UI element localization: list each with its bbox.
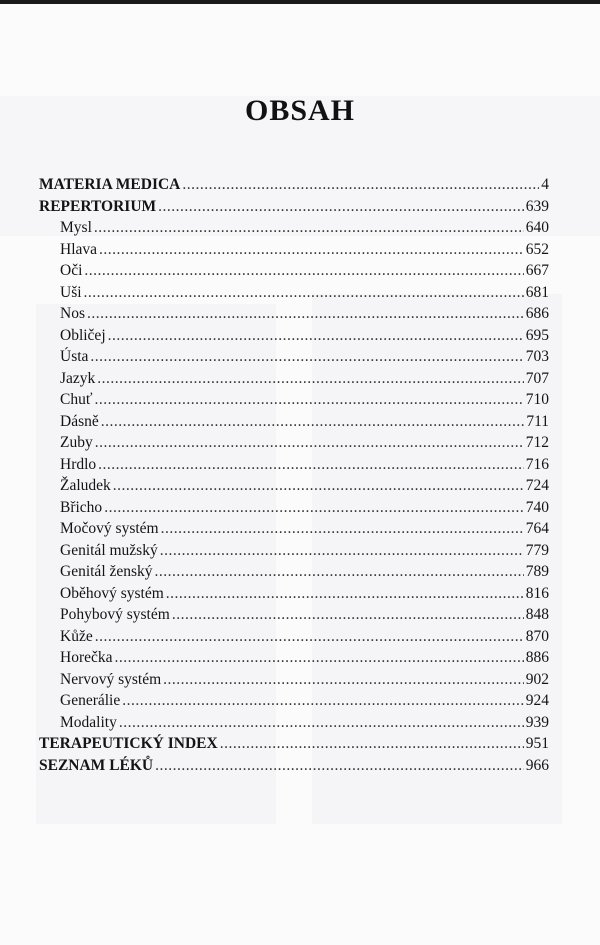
toc-entry [39, 434, 549, 456]
dot-leader [161, 520, 524, 538]
toc-entry-label: Hrdlo [60, 455, 97, 473]
dot-leader [158, 198, 524, 216]
page-title: OBSAH [244, 94, 356, 127]
toc-entry-page-number: 789 [525, 563, 549, 580]
dot-leader [94, 219, 524, 237]
dot-leader [98, 456, 524, 474]
toc-entry [39, 520, 549, 542]
toc-entry-page-number: 716 [525, 455, 549, 473]
dot-leader [108, 327, 524, 345]
dot-leader [84, 262, 523, 280]
toc-entry [39, 628, 549, 650]
toc-entry-label: Chuť [60, 391, 93, 408]
toc-entry [39, 542, 549, 564]
toc-entry-label: Modality [60, 713, 117, 731]
toc-entry [39, 413, 549, 435]
toc-entry-label: Horečka [60, 649, 113, 666]
dot-leader [99, 241, 524, 259]
toc-entry-page-number: 848 [525, 606, 549, 623]
toc-entry [39, 499, 549, 521]
toc-entry [39, 219, 549, 241]
toc-entry [39, 757, 549, 779]
toc-entry [39, 176, 549, 198]
toc-entry-label: Močový systém [60, 520, 159, 537]
toc-entry-page-number: 695 [525, 326, 549, 344]
toc-entry-page-number: 939 [525, 713, 549, 731]
toc-entry-page-number: 681 [525, 283, 549, 301]
toc-entry-label: Genitál ženský [60, 563, 153, 580]
toc-entry [39, 241, 549, 263]
toc-entry-page-number: 707 [525, 369, 549, 387]
dot-leader [104, 499, 524, 517]
toc-entry [39, 370, 549, 392]
dot-leader [84, 284, 524, 302]
toc-entry-label: Zuby [60, 434, 93, 451]
dot-leader [119, 714, 524, 732]
toc-entry [39, 649, 549, 671]
toc-entry [39, 327, 549, 349]
toc-entry-label: Hlava [60, 240, 98, 258]
toc-entry-label: REPERTORIUM [39, 197, 157, 215]
toc-entry-label: MATERIA MEDICA [39, 176, 181, 193]
dot-leader [95, 628, 524, 646]
dot-leader [87, 305, 524, 323]
toc-entry-label: Dásně [60, 412, 99, 430]
dot-leader [166, 585, 524, 603]
toc-entry-label: Jazyk [60, 369, 96, 387]
toc-entry-page-number: 652 [525, 240, 549, 258]
toc-entry-label: Kůže [60, 627, 93, 645]
toc-entry-page-number: 870 [525, 627, 549, 645]
toc-entry [39, 671, 549, 693]
toc-entry-page-number: 902 [525, 670, 549, 688]
toc-entry [39, 305, 549, 327]
toc-entry [39, 456, 549, 478]
toc-entry-label: Pohybový systém [60, 606, 170, 623]
toc-entry-page-number: 764 [525, 520, 549, 537]
toc-entry-page-number: 924 [525, 692, 549, 709]
toc-entry-page-number: 724 [525, 477, 549, 494]
dot-leader [182, 176, 539, 194]
toc-entry-label: Genitál mužský [60, 541, 158, 559]
toc-entry-label: Oběhový systém [60, 584, 164, 602]
toc-entry-page-number: 712 [525, 434, 549, 451]
dot-leader [155, 563, 524, 581]
toc-entry [39, 692, 549, 714]
toc-entry-page-number: 639 [525, 197, 549, 215]
dot-leader [113, 477, 524, 495]
toc-entry-label: Obličej [60, 326, 106, 344]
table-of-contents [39, 176, 549, 778]
dot-leader [155, 757, 524, 775]
toc-entry-page-number: 667 [525, 262, 549, 279]
dot-leader [95, 434, 524, 452]
dot-leader [97, 370, 523, 388]
dot-leader [94, 391, 523, 409]
toc-entry-page-number: 710 [525, 391, 549, 408]
toc-entry [39, 585, 549, 607]
toc-entry-label: Žaludek [60, 477, 111, 494]
toc-entry [39, 606, 549, 628]
dot-leader [163, 671, 524, 689]
toc-entry [39, 477, 549, 499]
toc-entry [39, 262, 549, 284]
toc-entry-page-number: 779 [525, 541, 549, 559]
toc-entry-page-number: 640 [525, 219, 549, 236]
toc-entry-page-number: 686 [525, 305, 549, 322]
toc-entry-label: SEZNAM LÉKŮ [39, 756, 154, 774]
toc-entry [39, 714, 549, 736]
toc-entry [39, 735, 549, 757]
toc-entry-label: TERAPEUTICKÝ INDEX [39, 735, 218, 752]
toc-entry-label: Nos [60, 305, 85, 322]
toc-entry-page-number: 886 [525, 649, 549, 666]
toc-entry [39, 284, 549, 306]
toc-entry-label: Oči [60, 262, 83, 279]
dot-leader [101, 413, 525, 431]
dot-leader [220, 735, 524, 753]
toc-entry [39, 563, 549, 585]
dot-leader [122, 692, 524, 710]
toc-entry-label: Uši [60, 283, 82, 301]
toc-entry [39, 198, 549, 220]
dot-leader [115, 649, 524, 667]
toc-entry-label: Mysl [60, 219, 92, 236]
toc-entry-page-number: 703 [525, 348, 549, 365]
dot-leader [90, 348, 523, 366]
toc-entry [39, 348, 549, 370]
toc-entry-label: Nervový systém [60, 670, 162, 688]
toc-entry [39, 391, 549, 413]
toc-entry-page-number: 816 [525, 584, 549, 602]
toc-entry-page-number: 966 [525, 756, 549, 774]
dot-leader [172, 606, 524, 624]
toc-entry-label: Ústa [60, 348, 89, 365]
dot-leader [160, 542, 524, 560]
toc-entry-page-number: 951 [525, 735, 549, 752]
toc-entry-page-number: 740 [525, 498, 549, 516]
toc-entry-label: Generálie [60, 692, 121, 709]
toc-entry-page-number: 4 [541, 176, 549, 193]
toc-entry-label: Břicho [60, 498, 103, 516]
toc-entry-page-number: 711 [526, 412, 549, 430]
